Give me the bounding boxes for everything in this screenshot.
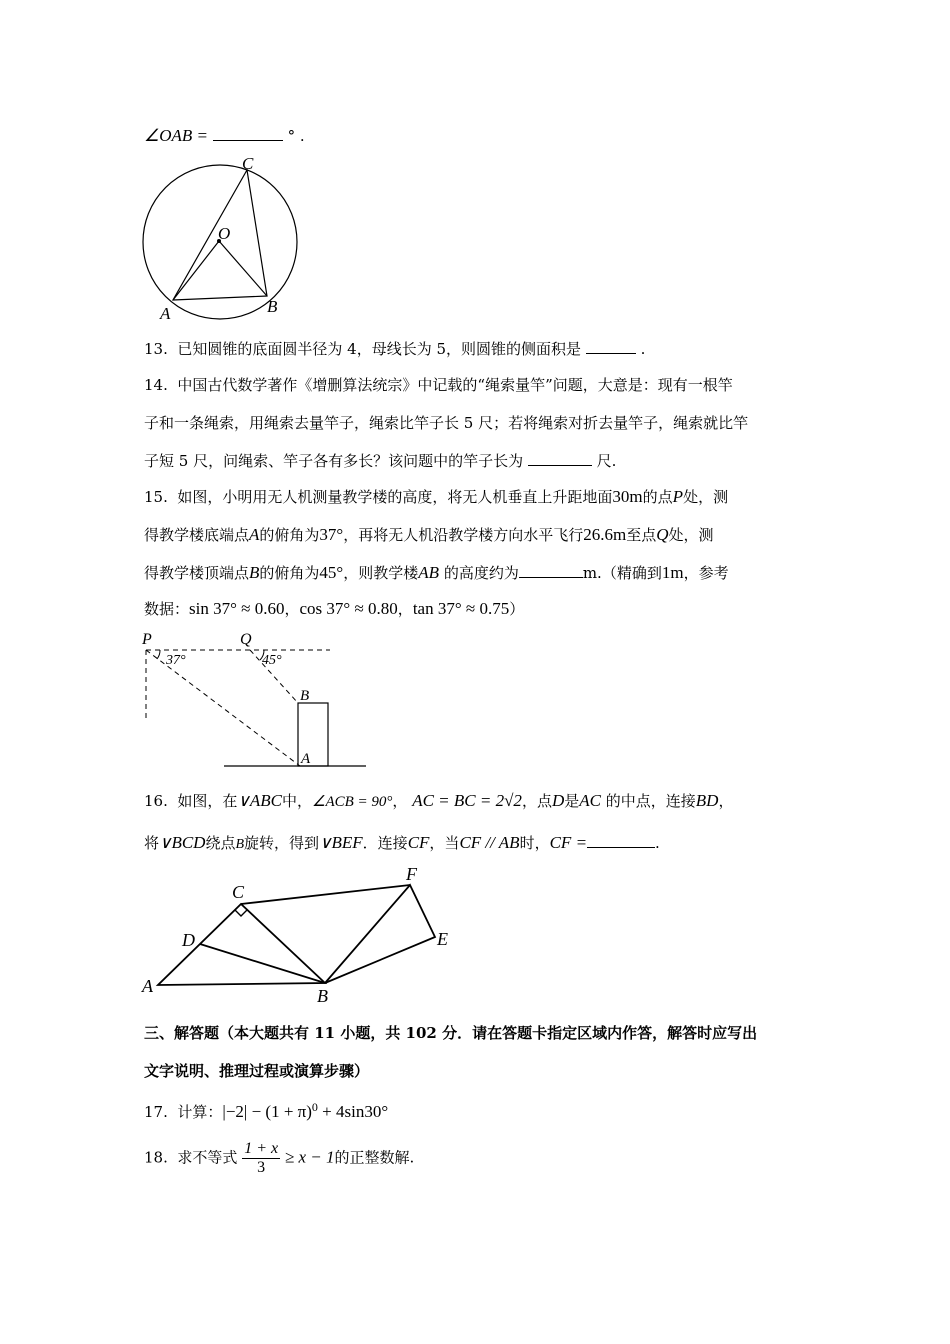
q15-text: 得教学楼顶端点 <box>144 564 250 582</box>
q15-sep: ， <box>397 600 413 618</box>
q15-distance: 26.6m <box>583 525 627 544</box>
q16-segment-bd: BD <box>695 791 719 810</box>
figure-16 <box>140 860 470 1005</box>
q13-blank <box>586 339 636 354</box>
q16-text: ， <box>392 792 408 810</box>
q17-num: 17. <box>144 1103 168 1121</box>
q15-sep: ， <box>284 600 300 618</box>
q16-text: 时， <box>519 834 550 852</box>
q14-text-3b: 尺. <box>596 452 617 470</box>
q17-line <box>144 1100 388 1122</box>
section3-heading-1: 三、解答题（本大题共有 11 小题，共 102 分．请在答题卡指定区域内作答，解答时应写出 <box>144 1024 758 1042</box>
q16-text: 的中点，连接 <box>605 792 696 810</box>
q15-tan: tan 37° ≈ 0.75 <box>412 599 510 618</box>
q18-fraction <box>242 1140 280 1177</box>
segment-oa <box>173 241 219 300</box>
q15-point-a: A <box>249 525 260 544</box>
q18-denominator: 3 <box>257 1159 266 1176</box>
q15-blank <box>519 563 583 578</box>
figure-15 <box>140 630 380 775</box>
q12-tail: ° . <box>287 127 305 145</box>
q16-text: ， <box>718 792 734 810</box>
q15-height: 30m <box>612 487 643 506</box>
q14-line3 <box>144 450 616 471</box>
label-d: D <box>182 930 195 950</box>
q15-line2 <box>144 524 714 545</box>
q16-text: 旋转，得到 <box>244 834 320 852</box>
q14-num: 14. <box>144 376 168 394</box>
q15-point-q: Q <box>656 525 669 544</box>
q15-text: 处，测 <box>668 526 714 544</box>
label-e: E <box>437 929 448 949</box>
q17-exponent: 0 <box>311 1100 318 1114</box>
q18-line <box>144 1140 414 1177</box>
q15-precision: 1m <box>661 563 684 582</box>
q18-numerator: 1 + x <box>244 1140 279 1157</box>
q15-text: 的点 <box>642 488 673 506</box>
q16-text: 如图，在 <box>177 792 238 810</box>
q12-line <box>144 126 305 146</box>
label-a: A <box>142 976 153 996</box>
q16-segment-ac: AC <box>579 791 601 810</box>
q14-line1 <box>144 374 733 395</box>
q13-line <box>144 338 645 359</box>
q15-angle-45: 45° <box>319 563 344 582</box>
q16-triangle-abc: ∨ABC <box>237 791 282 810</box>
q14-text-3a: 子短 5 尺，问绳索、竿子各有多长？该问题中的竿子长为 <box>144 452 524 470</box>
q12-expr: ∠OAB = <box>144 126 209 145</box>
q15-text: 的俯角为 <box>259 564 320 582</box>
q18-tail: 的正整数解. <box>334 1148 415 1167</box>
label-b: B <box>317 986 328 1006</box>
q16-angle: ∠ACB = 90° <box>312 794 393 810</box>
q15-text: 数据： <box>144 600 190 618</box>
angle-arc-p <box>157 650 160 659</box>
q15-text: 处，测 <box>683 488 729 506</box>
label-o: O <box>218 224 231 243</box>
q15-close: ） <box>509 600 525 618</box>
q15-text: ，再将无人机沿教学楼方向水平飞行 <box>343 526 584 544</box>
q15-sin: sin 37° ≈ 0.60 <box>189 599 285 618</box>
label-c: C <box>242 154 254 173</box>
q15-point-p: P <box>672 487 684 506</box>
label-b: B <box>300 688 310 704</box>
label-c: C <box>232 882 245 902</box>
q15-text: m.（精确到 <box>582 564 662 582</box>
q15-text: 至点 <box>626 526 657 544</box>
q15-point-b: B <box>249 563 260 582</box>
q15-angle-37: 37° <box>319 525 344 544</box>
q16-text: ，点 <box>521 792 552 810</box>
q18-label: 求不等式 <box>177 1148 238 1167</box>
q15-text: 得教学楼底端点 <box>144 526 250 544</box>
label-p: P <box>142 631 152 648</box>
q16-line1 <box>144 790 733 811</box>
q14-line2 <box>144 412 748 433</box>
q15-text: ，则教学楼 <box>343 564 419 582</box>
q16-text: 中， <box>281 792 312 810</box>
q16-parallel: CF // AB <box>459 833 520 852</box>
q15-text: 如图，小明用无人机测量教学楼的高度，将无人机垂直上升距地面 <box>177 488 613 506</box>
label-a: A <box>301 751 311 767</box>
segment-cf <box>241 885 410 904</box>
q16-text: ，当 <box>429 834 460 852</box>
q15-text: ，参考 <box>683 564 729 582</box>
q15-line1 <box>144 486 728 507</box>
q15-text: 的俯角为 <box>259 526 320 544</box>
q16-segment-cf: CF <box>407 833 430 852</box>
q12-blank <box>213 126 283 141</box>
q16-point-d: D <box>551 791 565 810</box>
q15-line4 <box>144 598 524 619</box>
label-45: 45° <box>262 653 282 668</box>
q16-text: 将 <box>144 834 160 852</box>
q17-expression: |−2| − (1 + π) <box>222 1102 312 1121</box>
q16-triangle-bcd: ∨BCD <box>159 833 206 852</box>
segment-bd <box>200 944 325 983</box>
q18-num: 18. <box>144 1148 168 1167</box>
label-q: Q <box>240 631 252 648</box>
q17-label: 计算： <box>177 1103 223 1121</box>
q18-inequality: ≥ x − 1 <box>284 1147 335 1167</box>
label-37: 37° <box>166 653 186 668</box>
q16-triangle-bef: ∨BEF <box>319 833 363 852</box>
triangle-bef <box>325 885 435 983</box>
q14-text-1: 中国古代数学著作《增删算法统宗》中记载的“绳索量竿”问题，大意是：现有一根竿 <box>177 376 733 394</box>
q16-num: 16. <box>144 792 168 810</box>
q15-line3 <box>144 562 729 583</box>
q16-point-b: B <box>235 837 245 852</box>
q16-text: 绕点 <box>205 834 236 852</box>
q16-text: 是 <box>564 792 580 810</box>
q13-tail: . <box>640 340 646 358</box>
q16-blank <box>587 833 655 848</box>
q15-text: 的高度约为 <box>443 564 519 582</box>
q14-text-2: 子和一条绳索，用绳索去量竿子，绳索比竿子长 5 尺；若将绳索对折去量竿子，绳索就比竿 <box>144 414 749 432</box>
q16-answer-label: CF = <box>549 833 588 852</box>
q15-num: 15. <box>144 488 168 506</box>
q16-tail: . <box>655 834 660 852</box>
q17-expression-tail: + 4sin30° <box>317 1102 389 1121</box>
figure-12 <box>140 155 310 325</box>
q16-text: ．连接 <box>362 834 408 852</box>
q13-num: 13. <box>144 340 168 358</box>
right-angle-mark <box>235 910 247 916</box>
label-b: B <box>267 297 278 316</box>
q15-segment-ab: AB <box>418 563 440 582</box>
q13-text: 已知圆锥的底面圆半径为 4，母线长为 5，则圆锥的侧面积是 <box>177 340 582 358</box>
label-a: A <box>160 304 171 323</box>
q16-equation: AC = BC = 2√2 <box>412 791 522 810</box>
q16-line2 <box>144 832 660 853</box>
label-f: F <box>406 864 417 884</box>
section3-heading-2: 文字说明、推理过程或演算步骤） <box>144 1062 370 1080</box>
q15-cos: cos 37° ≈ 0.80 <box>299 599 398 618</box>
q14-blank <box>528 451 592 466</box>
